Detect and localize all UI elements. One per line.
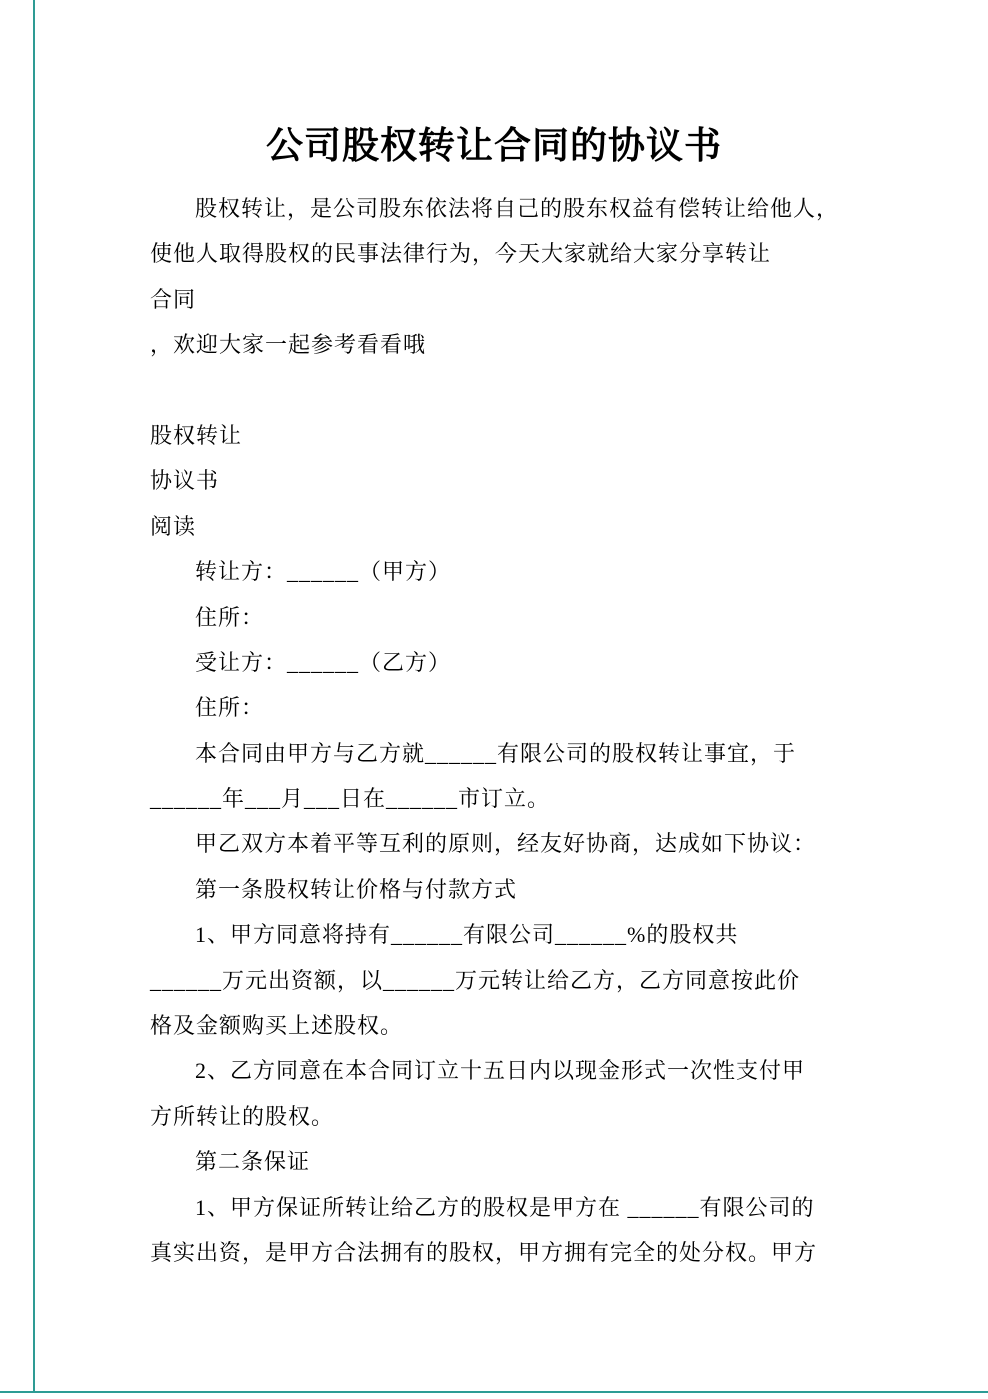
text-line: 使他人取得股权的民事法律行为，今天大家就给大家分享转让	[150, 241, 772, 267]
text-line: 协议书	[150, 468, 220, 494]
text-line: ______年___月___日在______市订立。	[150, 786, 551, 812]
text-line: 住所：	[195, 695, 265, 721]
text-line: 格及金额购买上述股权。	[150, 1013, 404, 1039]
document-title: 公司股权转让合同的协议书	[266, 126, 722, 167]
text-line: 阅读	[150, 513, 197, 539]
text-line: ______万元出资额，以______万元转让给乙方，乙方同意按此价	[150, 967, 801, 993]
text-line: 甲乙双方本着平等互利的原则，经友好协商，达成如下协议：	[195, 831, 817, 857]
text-line: 第二条保证	[195, 1149, 311, 1175]
text-line: 1、甲方同意将持有______有限公司______%的股权共	[195, 922, 739, 948]
text-line: 本合同由甲方与乙方就______有限公司的股权转让事宜，于	[195, 740, 797, 766]
text-line: 住所：	[195, 604, 265, 630]
text-line: 合同	[150, 286, 197, 312]
document-body	[150, 186, 850, 1275]
page-edge-line-bottom	[0, 1391, 988, 1393]
text-line: 2、乙方同意在本合同订立十五日内以现金形式一次性支付甲	[195, 1058, 806, 1084]
text-line: 真实出资，是甲方合法拥有的股权，甲方拥有完全的处分权。甲方	[150, 1239, 818, 1265]
text-line: 股权转让	[150, 422, 243, 448]
page-edge-line-left	[33, 0, 35, 1393]
text-line: 第一条股权转让价格与付款方式	[195, 876, 518, 902]
text-line: 受让方：______（乙方）	[195, 649, 452, 675]
text-line: 1、甲方保证所转让给乙方的股权是甲方在 ______有限公司的	[195, 1194, 815, 1220]
text-line: 转让方：______（甲方）	[195, 559, 452, 585]
text-line: 方所转让的股权。	[150, 1103, 335, 1129]
text-line	[150, 368, 850, 413]
text-line: ，欢迎大家一起参考看看哦	[150, 332, 427, 358]
text-line: 股权转让，是公司股东依法将自己的股东权益有偿转让给他人，	[195, 196, 840, 221]
